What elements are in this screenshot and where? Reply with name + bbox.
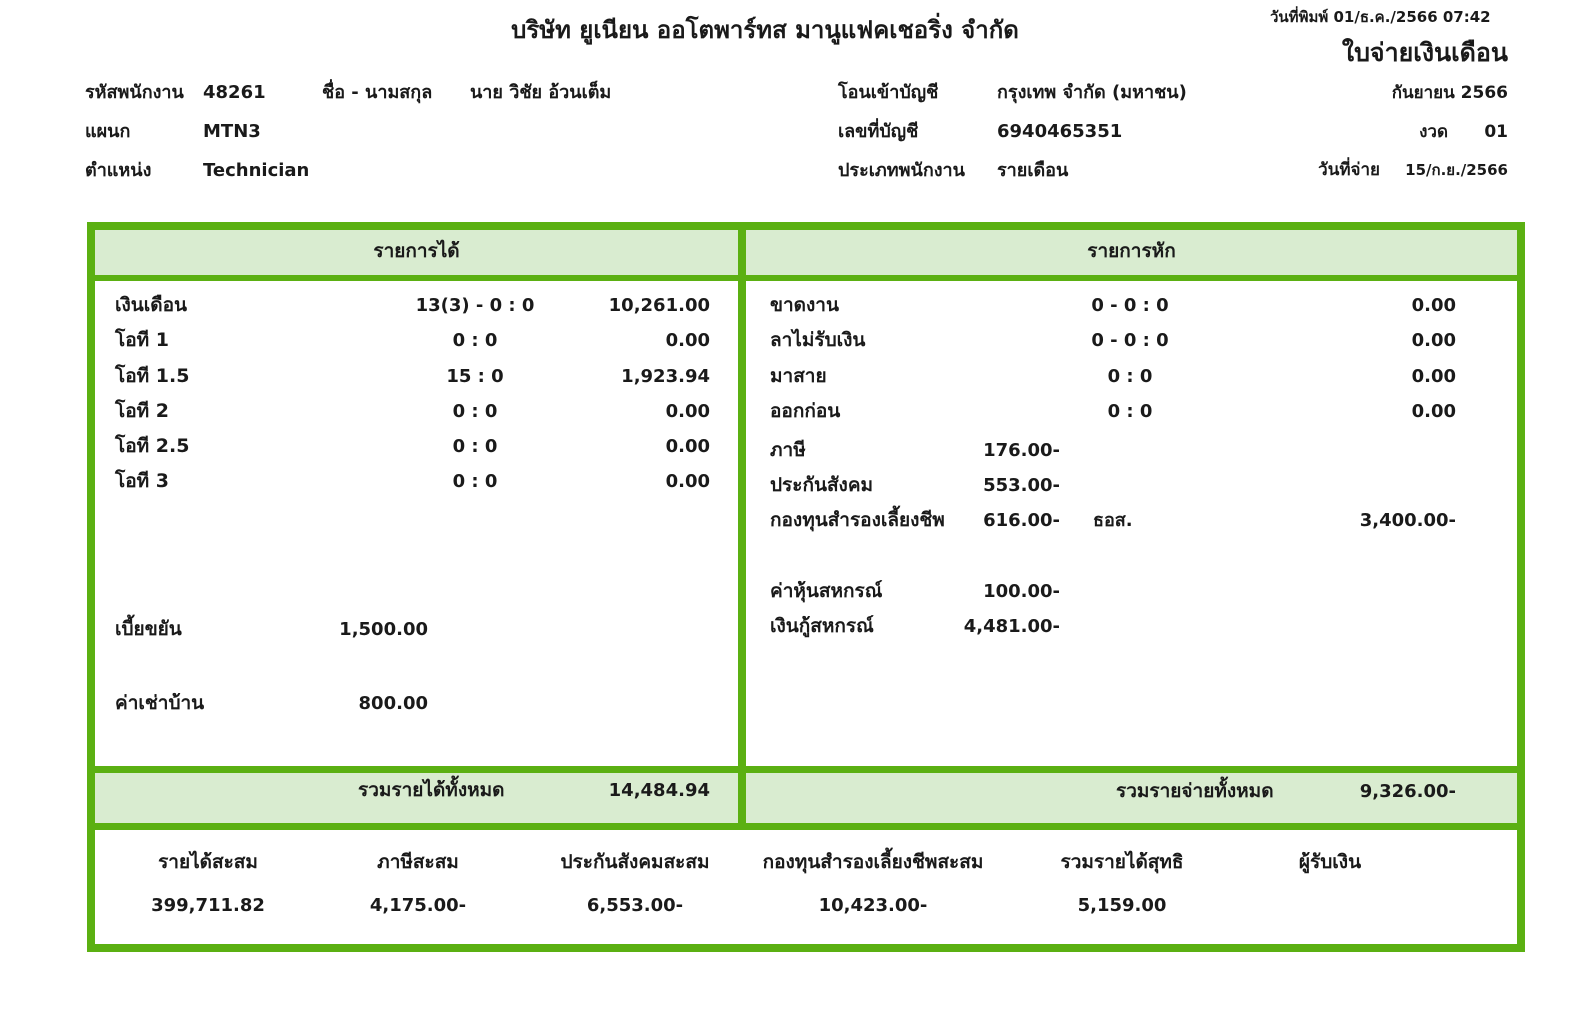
income-header: รายการได้ bbox=[373, 240, 460, 262]
summary-value-income-ytd: 399,711.82 bbox=[151, 895, 265, 916]
deduction-qty: 0 : 0 bbox=[1107, 366, 1153, 387]
department-label: แผนก bbox=[85, 121, 131, 142]
deduction-label: ขาดงาน bbox=[770, 294, 839, 316]
print-date-label: วันที่พิมพ์ bbox=[1270, 8, 1329, 26]
summary-label-net-income: รวมรายได้สุทธิ bbox=[1060, 851, 1184, 873]
pay-month: กันยายน 2566 bbox=[1391, 83, 1508, 103]
print-date bbox=[1270, 10, 1491, 25]
allowance-value: 1,500.00 bbox=[339, 619, 428, 640]
income-total-label: รวมรายได้ทั้งหมด bbox=[358, 779, 505, 801]
deduction-amount: 0.00 bbox=[1411, 401, 1456, 422]
summary-label-sso-ytd: ประกันสังคมสะสม bbox=[560, 851, 710, 873]
deduction-amount: 0.00 bbox=[1411, 295, 1456, 316]
rent-label: ค่าเช่าบ้าน bbox=[115, 692, 205, 714]
summary-value-net-income: 5,159.00 bbox=[1077, 895, 1167, 916]
round-value: 01 bbox=[1484, 122, 1508, 142]
income-qty: 15 : 0 bbox=[446, 366, 504, 387]
deduction-header: รายการหัก bbox=[1087, 240, 1176, 262]
income-qty: 13(3) - 0 : 0 bbox=[415, 295, 535, 316]
income-amount: 0.00 bbox=[665, 401, 710, 422]
tax-label: ภาษี bbox=[770, 439, 806, 461]
allowance-label: เบี้ยขยัน bbox=[115, 618, 182, 640]
summary-label-recipient: ผู้รับเงิน bbox=[1298, 851, 1362, 873]
income-qty: 0 : 0 bbox=[452, 330, 498, 351]
income-amount: 1,923.94 bbox=[621, 366, 710, 387]
income-qty: 0 : 0 bbox=[452, 436, 498, 457]
deduction-amount: 0.00 bbox=[1411, 366, 1456, 387]
social-security-value: 553.00- bbox=[983, 475, 1060, 496]
deduction-label: ออกก่อน bbox=[770, 400, 841, 422]
deduction-qty: 0 - 0 : 0 bbox=[1091, 295, 1169, 316]
income-total-value: 14,484.94 bbox=[608, 780, 710, 801]
deduction-label: ลาไม่รับเงิน bbox=[770, 329, 866, 351]
pay-date-value: 15/ก.ย./2566 bbox=[1405, 161, 1508, 179]
company-name: บริษัท ยูเนียน ออโตพาร์ทส มานูแฟคเชอริ่ง จำกัด bbox=[511, 16, 1019, 44]
provident-fund-value: 616.00- bbox=[983, 510, 1060, 531]
summary-label-income-ytd: รายได้สะสม bbox=[158, 851, 258, 873]
coop-share-value: 100.00- bbox=[983, 581, 1060, 602]
coop-loan-label: เงินกู้สหกรณ์ bbox=[770, 615, 874, 637]
coop-loan-value: 4,481.00- bbox=[963, 616, 1060, 637]
income-amount: 0.00 bbox=[665, 436, 710, 457]
deduction-total-label: รวมรายจ่ายทั้งหมด bbox=[1116, 780, 1274, 802]
ghb-label: ธอส. bbox=[1093, 510, 1133, 531]
position-value: Technician bbox=[203, 160, 310, 181]
employee-type-label: ประเภทพนักงาน bbox=[838, 160, 965, 181]
summary-value-sso-ytd: 6,553.00- bbox=[586, 895, 684, 916]
summary-value-pf-ytd: 10,423.00- bbox=[818, 895, 928, 916]
income-label: โอที 1.5 bbox=[115, 365, 190, 387]
provident-fund-label: กองทุนสำรองเลี้ยงชีพ bbox=[770, 509, 945, 531]
income-label: โอที 1 bbox=[115, 329, 169, 351]
employee-id-value: 48261 bbox=[203, 82, 266, 103]
income-label: โอที 3 bbox=[115, 470, 169, 492]
coop-share-label: ค่าหุ้นสหกรณ์ bbox=[770, 580, 883, 602]
summary-label-tax-ytd: ภาษีสะสม bbox=[377, 851, 459, 873]
print-date-value: 01/ธ.ค./2566 07:42 bbox=[1333, 8, 1491, 26]
income-amount: 10,261.00 bbox=[608, 295, 710, 316]
ghb-value: 3,400.00- bbox=[1359, 510, 1456, 531]
deduction-total-value: 9,326.00- bbox=[1359, 781, 1456, 802]
employee-name-value: นาย วิชัย อ้วนเต็ม bbox=[470, 82, 612, 103]
position-label: ตำแหน่ง bbox=[85, 160, 152, 181]
income-amount: 0.00 bbox=[665, 471, 710, 492]
social-security-label: ประกันสังคม bbox=[770, 474, 874, 496]
employee-id-label: รหัสพนักงาน bbox=[85, 82, 184, 103]
deduction-label: มาสาย bbox=[770, 365, 827, 387]
income-qty: 0 : 0 bbox=[452, 471, 498, 492]
income-qty: 0 : 0 bbox=[452, 401, 498, 422]
deduction-amount: 0.00 bbox=[1411, 330, 1456, 351]
income-amount: 0.00 bbox=[665, 330, 710, 351]
account-number-value: 6940465351 bbox=[997, 121, 1123, 142]
department-value: MTN3 bbox=[203, 121, 261, 142]
employee-type-value: รายเดือน bbox=[997, 160, 1069, 181]
pay-date-label: วันที่จ่าย bbox=[1318, 160, 1380, 180]
income-label: โอที 2 bbox=[115, 400, 169, 422]
income-label: เงินเดือน bbox=[115, 294, 187, 316]
bank-transfer-label: โอนเข้าบัญชี bbox=[838, 82, 939, 103]
column-divider bbox=[738, 230, 746, 830]
income-label: โอที 2.5 bbox=[115, 435, 190, 457]
rent-value: 800.00 bbox=[358, 693, 428, 714]
account-number-label: เลขที่บัญชี bbox=[838, 121, 919, 142]
tax-value: 176.00- bbox=[983, 440, 1060, 461]
deduction-qty: 0 - 0 : 0 bbox=[1091, 330, 1169, 351]
employee-name-label: ชื่อ - นามสกุล bbox=[322, 82, 433, 103]
document-title: ใบจ่ายเงินเดือน bbox=[1341, 38, 1508, 67]
round-label: งวด bbox=[1419, 122, 1448, 142]
summary-value-tax-ytd: 4,175.00- bbox=[369, 895, 467, 916]
summary-label-pf-ytd: กองทุนสำรองเลี้ยงชีพสะสม bbox=[762, 851, 984, 873]
deduction-qty: 0 : 0 bbox=[1107, 401, 1153, 422]
bank-transfer-value: กรุงเทพ จำกัด (มหาชน) bbox=[997, 82, 1187, 103]
